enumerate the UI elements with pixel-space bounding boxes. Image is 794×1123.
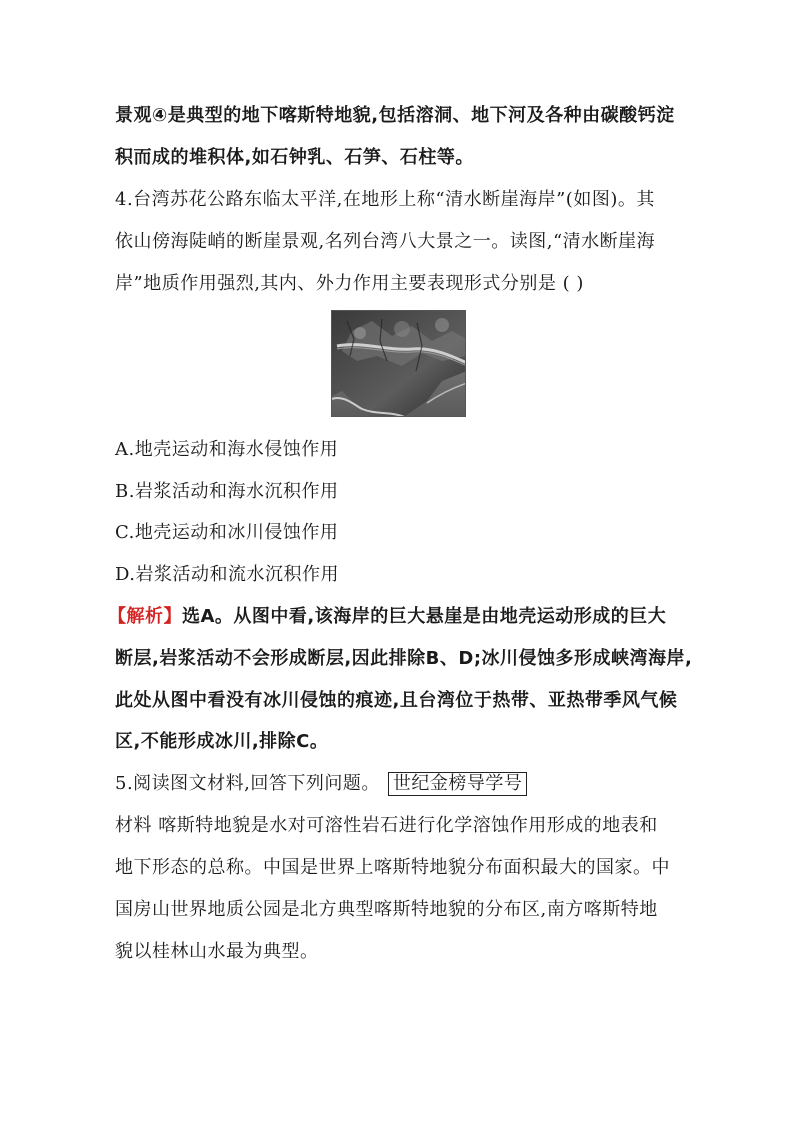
question-5-line-1 <box>115 772 527 796</box>
option-d: D.岩浆活动和流水沉积作用 <box>115 564 340 585</box>
material-line-1: 材料 喀斯特地貌是水对可溶性岩石进行化学溶蚀作用形成的地表和 <box>115 815 658 836</box>
analysis-line-4: 区,不能形成冰川,排除C。 <box>115 731 329 752</box>
analysis-tag: 【解析】 <box>108 606 182 627</box>
analysis-line-2: 断层,岩浆活动不会形成断层,因此排除B、D;冰川侵蚀多形成峡湾海岸, <box>115 648 693 669</box>
boxed-label: 世纪金榜导学号 <box>388 772 528 796</box>
question-4-line-1: 4.台湾苏花公路东临太平洋,在地形上称“清水断崖海岸”(如图)。其 <box>115 189 655 210</box>
analysis-line-3: 此处从图中看没有冰川侵蚀的痕迹,且台湾位于热带、亚热带季风气候 <box>115 690 678 711</box>
question-4-line-3: 岸”地质作用强烈,其内、外力作用主要表现形式分别是 ( ) <box>115 273 584 294</box>
question-5-prompt: 5.阅读图文材料,回答下列问题。 <box>115 773 380 794</box>
cliff-coast-photo <box>331 310 466 417</box>
analysis-line-1 <box>108 605 666 629</box>
option-c: C.地壳运动和冰川侵蚀作用 <box>115 522 339 543</box>
intro-line-1: 景观④是典型的地下喀斯特地貌,包括溶洞、地下河及各种由碳酸钙淀 <box>115 105 675 126</box>
option-a: A.地壳运动和海水侵蚀作用 <box>115 439 339 460</box>
material-line-3: 国房山世界地质公园是北方典型喀斯特地貌的分布区,南方喀斯特地 <box>115 899 658 920</box>
material-line-4: 貌以桂林山水最为典型。 <box>115 941 319 962</box>
material-line-2: 地下形态的总称。中国是世界上喀斯特地貌分布面积最大的国家。中 <box>115 857 670 878</box>
question-4-line-2: 依山傍海陡峭的断崖景观,名列台湾八大景之一。读图,“清水断崖海 <box>115 231 656 252</box>
intro-line-2: 积而成的堆积体,如石钟乳、石笋、石柱等。 <box>115 147 474 168</box>
option-b: B.岩浆活动和海水沉积作用 <box>115 481 339 502</box>
analysis-line-1-text: 选A。从图中看,该海岸的巨大悬崖是由地壳运动形成的巨大 <box>182 606 667 627</box>
